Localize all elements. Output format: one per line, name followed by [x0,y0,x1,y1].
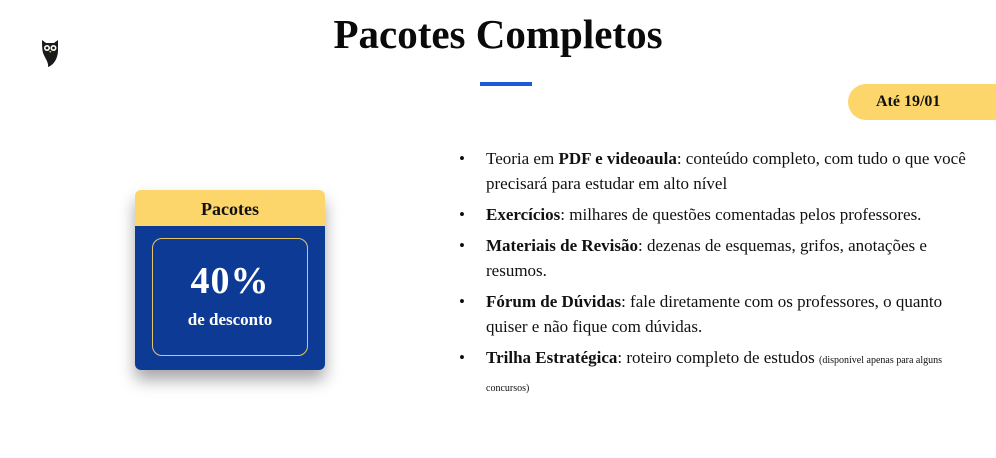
bullet-dot-icon: • [459,292,465,311]
feature-text: : conteúdo completo, com tudo o que você precisará para estudar em alto nível [486,149,966,193]
bullet-dot-icon: • [459,149,465,168]
discount-label: de desconto [187,310,273,329]
feature-list [458,146,978,407]
feature-note: (disponível apenas para alguns concursos) [486,355,943,394]
feature-item-trail [458,345,978,401]
discount-value: 40% [190,260,270,302]
bullet-dot-icon: • [459,236,465,255]
feature-title: Trilha Estratégica [486,348,618,367]
feature-text: : dezenas de esquemas, grifos, anotações e resumos. [486,236,927,280]
feature-item-forum [458,289,978,339]
feature-text: : fale diretamente com os professores, o quanto quiser e não fique com dúvidas. [486,292,943,336]
bullet-dot-icon: • [459,348,465,367]
feature-title: Exercícios [486,205,561,224]
feature-item-theory [458,146,978,196]
bullet-dot-icon: • [459,205,465,224]
page-title: Pacotes Completos [333,11,663,57]
feature-prefix: Teoria em [486,149,559,168]
date-badge: Até 19/01 [848,84,996,120]
feature-item-exercises [458,202,978,227]
card-frame [152,238,308,356]
feature-text: : roteiro completo de estudos [617,348,820,367]
title-underline [480,82,532,86]
feature-title: Fórum de Dúvidas [486,292,622,311]
discount-card [135,190,325,370]
feature-item-review [458,233,978,283]
feature-title: Materiais de Revisão [486,236,639,255]
feature-text: : milhares de questões comentadas pelos professores. [560,205,922,224]
card-body [135,226,325,370]
card-header: Pacotes [135,190,325,226]
feature-title: PDF e videoaula [558,149,677,168]
